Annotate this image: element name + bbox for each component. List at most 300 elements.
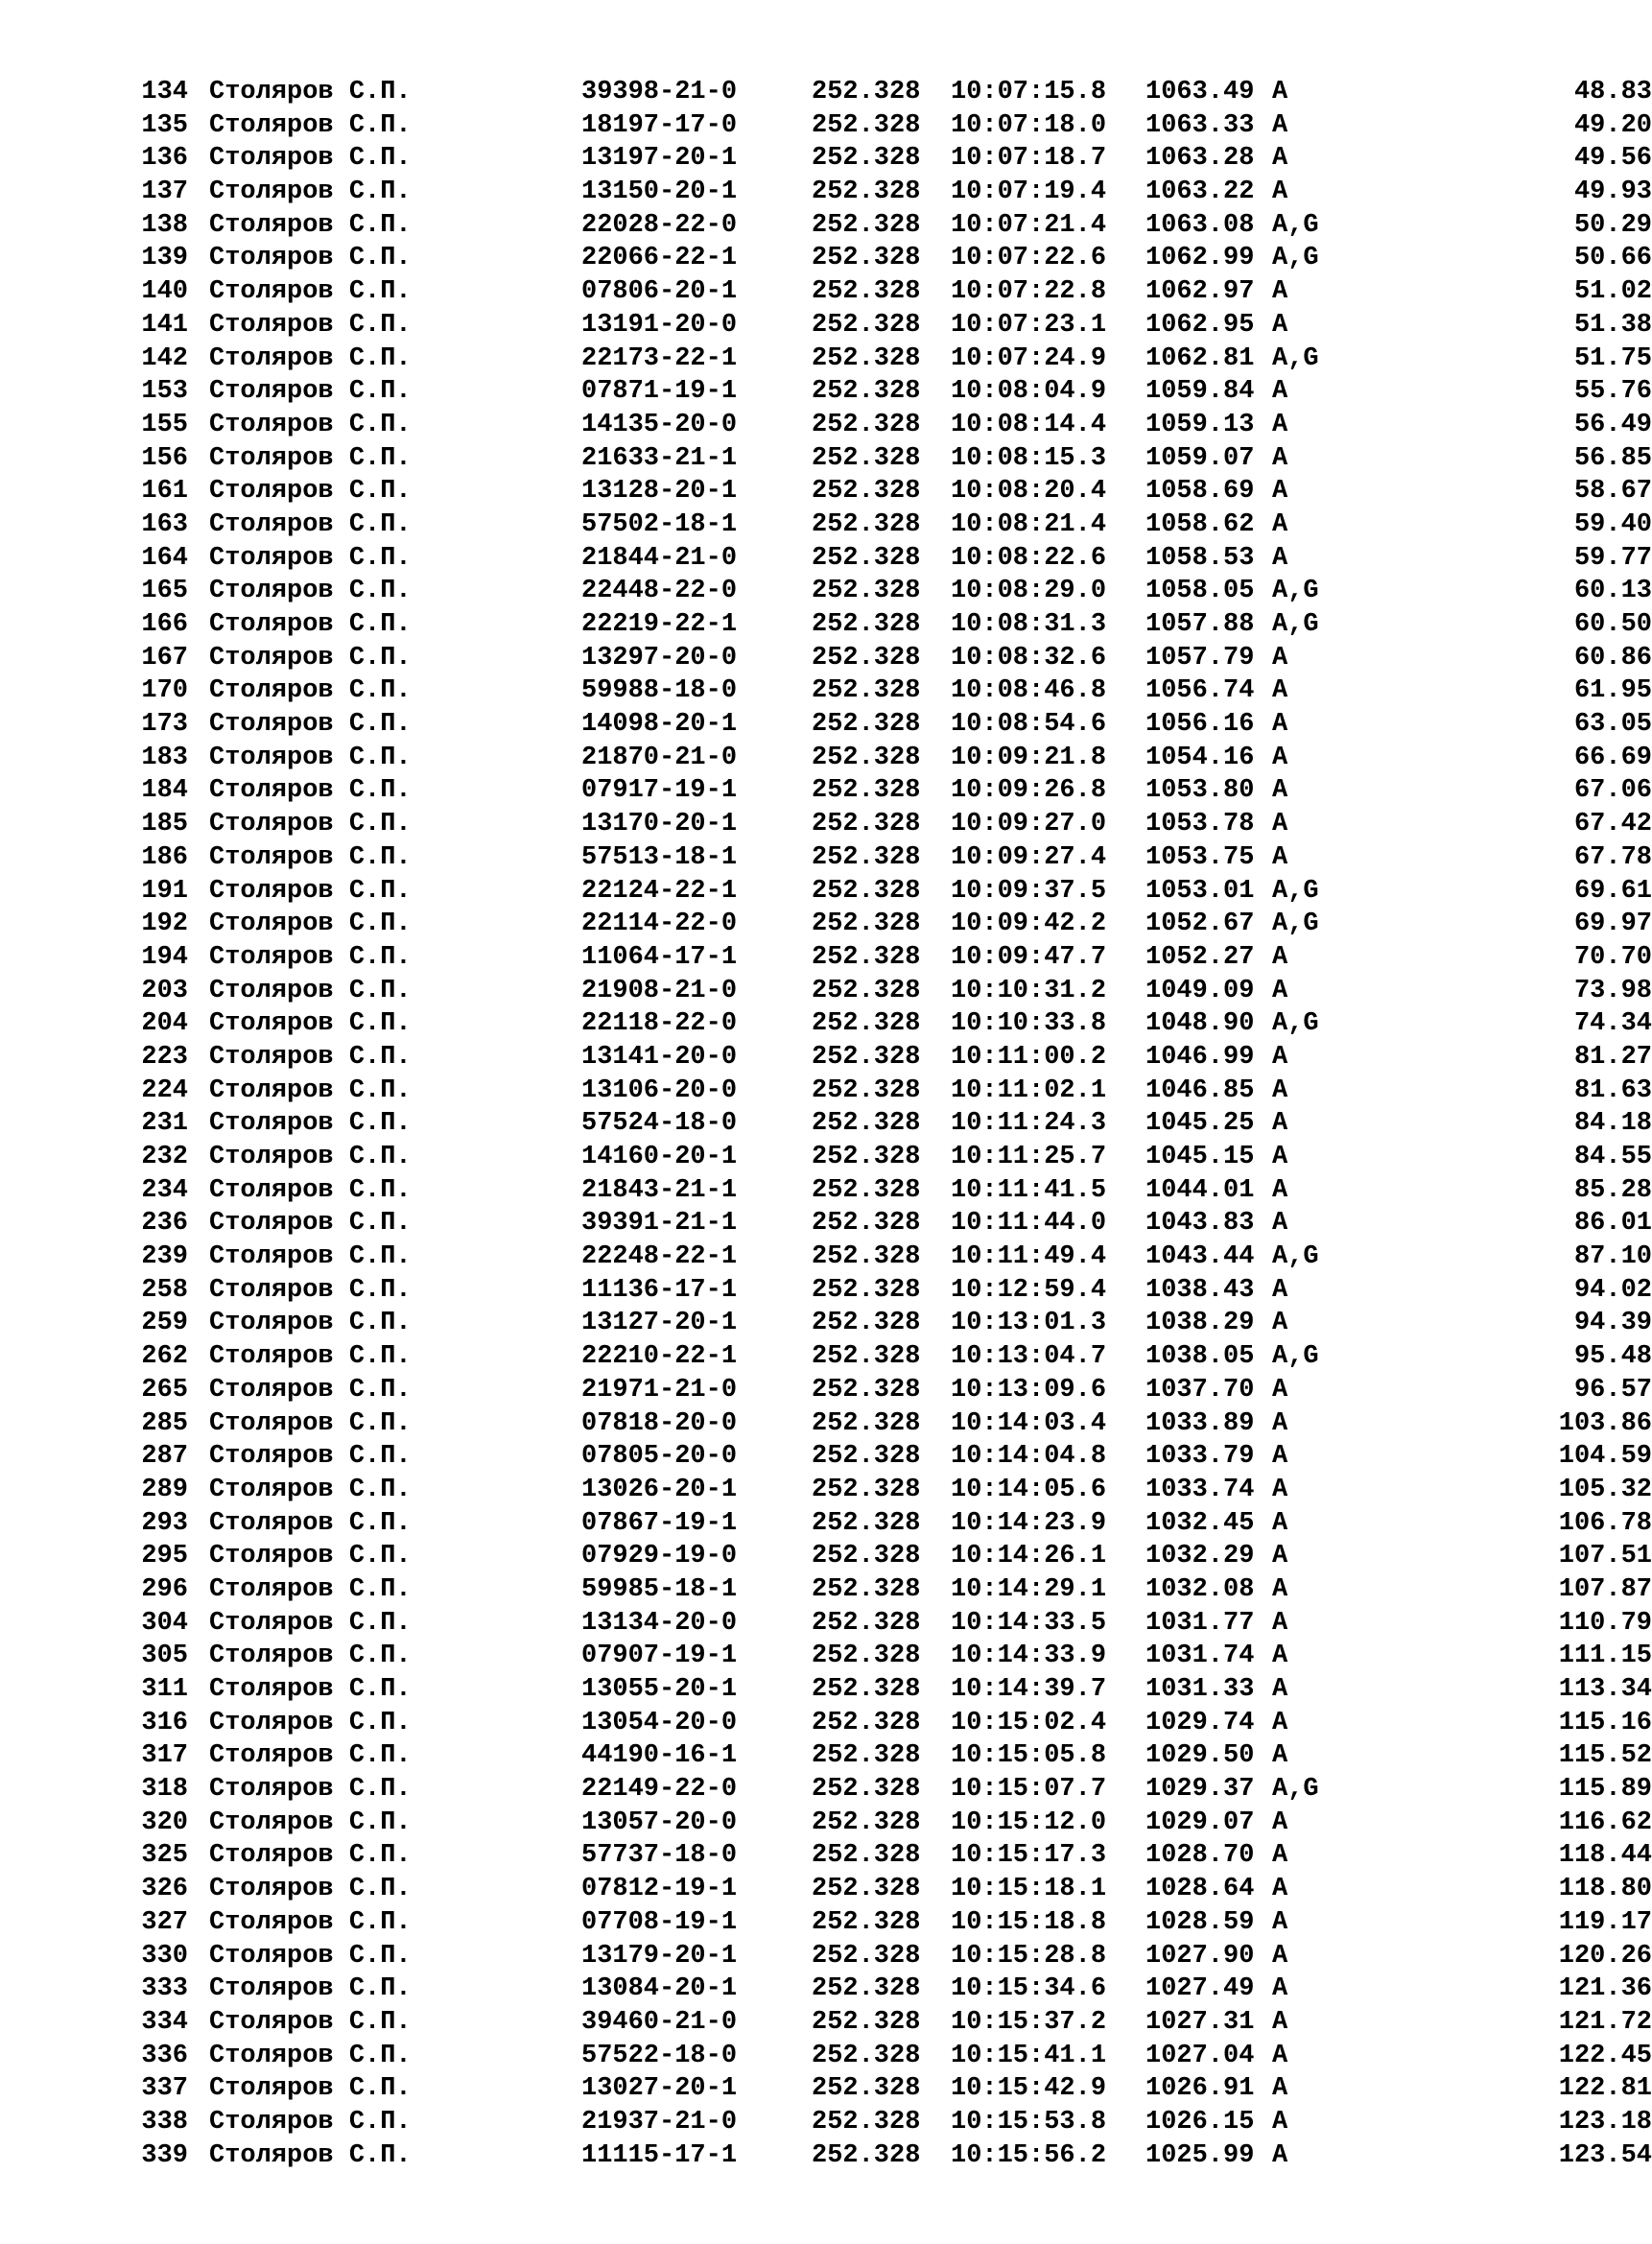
flag-code: A — [1272, 776, 1288, 806]
observer-name: Столяров С.П. — [209, 2074, 412, 2104]
observer-name: Столяров С.П. — [209, 244, 412, 273]
flag-code: A — [1272, 1442, 1288, 1472]
flag-code: A — [1272, 177, 1288, 207]
day-value: 252.328 — [812, 1974, 921, 2004]
object-id: 13197-20-1 — [581, 144, 738, 174]
day-value: 252.328 — [812, 610, 921, 639]
day-value: 252.328 — [812, 1275, 921, 1305]
day-value: 252.328 — [812, 1708, 921, 1737]
flag-code: A — [1272, 1408, 1288, 1438]
time-value: 10:14:29.1 — [951, 1574, 1107, 1604]
day-value: 252.328 — [812, 577, 921, 606]
object-id: 07805-20-0 — [581, 1442, 738, 1472]
time-value: 10:07:24.9 — [951, 343, 1107, 373]
time-value: 10:15:18.8 — [951, 1907, 1107, 1937]
flag-code: A,G — [1272, 876, 1319, 906]
day-value: 252.328 — [812, 2041, 921, 2070]
measurement-value: 1046.85 — [1145, 1075, 1255, 1105]
day-value: 252.328 — [812, 343, 921, 373]
measurement-value: 1032.29 — [1145, 1542, 1255, 1571]
row-number: 224 — [141, 1075, 188, 1105]
measurement-value: 1029.37 — [1145, 1775, 1255, 1805]
time-value: 10:09:42.2 — [951, 909, 1107, 939]
flag-code: A — [1272, 1708, 1288, 1737]
last-value: 86.01 — [1573, 1209, 1652, 1239]
time-value: 10:08:21.4 — [951, 509, 1107, 539]
object-id: 57502-18-1 — [581, 509, 738, 539]
last-value: 84.18 — [1573, 1109, 1652, 1139]
object-id: 22149-22-0 — [581, 1775, 738, 1805]
row-number: 231 — [141, 1109, 188, 1139]
object-id: 39398-21-0 — [581, 78, 738, 106]
last-value: 81.63 — [1573, 1075, 1652, 1105]
row-number: 236 — [141, 1209, 188, 1239]
observer-name: Столяров С.П. — [209, 1841, 412, 1871]
object-id: 14098-20-1 — [581, 710, 738, 740]
row-number: 141 — [141, 310, 188, 340]
day-value: 252.328 — [812, 643, 921, 673]
observer-name: Столяров С.П. — [209, 1242, 412, 1272]
day-value: 252.328 — [812, 1542, 921, 1571]
object-id: 13150-20-1 — [581, 177, 738, 207]
time-value: 10:08:46.8 — [951, 676, 1107, 706]
row-number: 183 — [141, 743, 188, 772]
last-value: 107.51 — [1558, 1542, 1652, 1571]
last-value: 59.77 — [1573, 543, 1652, 573]
day-value: 252.328 — [812, 1574, 921, 1604]
object-id: 07867-19-1 — [581, 1508, 738, 1538]
measurement-value: 1037.70 — [1145, 1375, 1255, 1405]
observer-name: Столяров С.П. — [209, 610, 412, 639]
observer-name: Столяров С.П. — [209, 1508, 412, 1538]
flag-code: A,G — [1272, 577, 1319, 606]
time-value: 10:09:27.4 — [951, 842, 1107, 872]
flag-code: A — [1272, 1642, 1288, 1671]
row-number: 339 — [141, 2140, 188, 2170]
last-value: 95.48 — [1573, 1342, 1652, 1372]
measurement-value: 1029.74 — [1145, 1708, 1255, 1737]
day-value: 252.328 — [812, 1042, 921, 1072]
row-number: 334 — [141, 2007, 188, 2037]
observer-name: Столяров С.П. — [209, 1009, 412, 1039]
row-number: 326 — [141, 1875, 188, 1904]
measurement-value: 1043.44 — [1145, 1242, 1255, 1272]
observer-name: Столяров С.П. — [209, 110, 412, 140]
time-value: 10:14:26.1 — [951, 1542, 1107, 1571]
row-number: 161 — [141, 477, 188, 507]
observer-name: Столяров С.П. — [209, 377, 412, 407]
last-value: 105.32 — [1558, 1475, 1652, 1504]
row-number: 142 — [141, 343, 188, 373]
measurement-value: 1056.16 — [1145, 710, 1255, 740]
last-value: 61.95 — [1573, 676, 1652, 706]
last-value: 50.29 — [1573, 210, 1652, 240]
day-value: 252.328 — [812, 1408, 921, 1438]
row-number: 305 — [141, 1642, 188, 1671]
measurement-value: 1052.67 — [1145, 909, 1255, 939]
time-value: 10:07:15.8 — [951, 78, 1107, 106]
time-value: 10:07:21.4 — [951, 210, 1107, 240]
time-value: 10:11:25.7 — [951, 1143, 1107, 1171]
last-value: 119.17 — [1558, 1907, 1652, 1937]
time-value: 10:08:22.6 — [951, 543, 1107, 573]
observer-name: Столяров С.П. — [209, 976, 412, 1005]
measurement-value: 1053.01 — [1145, 876, 1255, 906]
object-id: 21843-21-1 — [581, 1175, 738, 1205]
last-value: 94.39 — [1573, 1309, 1652, 1338]
object-id: 14135-20-0 — [581, 410, 738, 439]
day-value: 252.328 — [812, 377, 921, 407]
object-id: 57524-18-0 — [581, 1109, 738, 1139]
last-value: 51.75 — [1573, 343, 1652, 373]
object-id: 11136-17-1 — [581, 1275, 738, 1305]
row-number: 285 — [141, 1408, 188, 1438]
time-value: 10:08:15.3 — [951, 443, 1107, 473]
row-number: 293 — [141, 1508, 188, 1538]
measurement-value: 1062.97 — [1145, 277, 1255, 307]
last-value: 120.26 — [1558, 1941, 1652, 1971]
object-id: 07818-20-0 — [581, 1408, 738, 1438]
day-value: 252.328 — [812, 1442, 921, 1472]
flag-code: A — [1272, 743, 1288, 772]
last-value: 56.49 — [1573, 410, 1652, 439]
object-id: 57522-18-0 — [581, 2041, 738, 2070]
measurement-value: 1026.91 — [1145, 2074, 1255, 2104]
last-value: 55.76 — [1573, 377, 1652, 407]
day-value: 252.328 — [812, 177, 921, 207]
object-id: 13027-20-1 — [581, 2074, 738, 2104]
measurement-value: 1062.99 — [1145, 244, 1255, 273]
observer-name: Столяров С.П. — [209, 509, 412, 539]
row-number: 191 — [141, 876, 188, 906]
flag-code: A,G — [1272, 909, 1319, 939]
object-id: 07871-19-1 — [581, 377, 738, 407]
last-value: 122.45 — [1558, 2041, 1652, 2070]
row-number: 304 — [141, 1608, 188, 1638]
day-value: 252.328 — [812, 810, 921, 839]
object-id: 13179-20-1 — [581, 1941, 738, 1971]
measurement-value: 1057.79 — [1145, 643, 1255, 673]
row-number: 258 — [141, 1275, 188, 1305]
flag-code: A — [1272, 1209, 1288, 1239]
measurement-value: 1038.43 — [1145, 1275, 1255, 1305]
row-number: 327 — [141, 1907, 188, 1937]
measurement-value: 1031.77 — [1145, 1608, 1255, 1638]
flag-code: A — [1272, 1143, 1288, 1171]
row-number: 318 — [141, 1775, 188, 1805]
row-number: 316 — [141, 1708, 188, 1737]
day-value: 252.328 — [812, 244, 921, 273]
last-value: 56.85 — [1573, 443, 1652, 473]
day-value: 252.328 — [812, 78, 921, 106]
day-value: 252.328 — [812, 976, 921, 1005]
day-value: 252.328 — [812, 1807, 921, 1837]
measurement-value: 1045.25 — [1145, 1109, 1255, 1139]
measurement-value: 1028.59 — [1145, 1907, 1255, 1937]
object-id: 13297-20-0 — [581, 643, 738, 673]
row-number: 259 — [141, 1309, 188, 1338]
day-value: 252.328 — [812, 710, 921, 740]
time-value: 10:13:09.6 — [951, 1375, 1107, 1405]
measurement-value: 1053.80 — [1145, 776, 1255, 806]
flag-code: A — [1272, 1309, 1288, 1338]
last-value: 121.36 — [1558, 1974, 1652, 2004]
time-value: 10:09:21.8 — [951, 743, 1107, 772]
measurement-value: 1059.07 — [1145, 443, 1255, 473]
row-number: 330 — [141, 1941, 188, 1971]
row-number: 320 — [141, 1807, 188, 1837]
flag-code: A — [1272, 2107, 1288, 2137]
day-value: 252.328 — [812, 277, 921, 307]
time-value: 10:15:05.8 — [951, 1741, 1107, 1771]
time-value: 10:08:29.0 — [951, 577, 1107, 606]
day-value: 252.328 — [812, 776, 921, 806]
time-value: 10:08:31.3 — [951, 610, 1107, 639]
measurement-value: 1046.99 — [1145, 1042, 1255, 1072]
observer-name: Столяров С.П. — [209, 1143, 412, 1171]
observer-name: Столяров С.П. — [209, 909, 412, 939]
flag-code: A — [1272, 1675, 1288, 1704]
row-number: 287 — [141, 1442, 188, 1472]
measurement-value: 1038.05 — [1145, 1342, 1255, 1372]
observer-name: Столяров С.П. — [209, 144, 412, 174]
measurement-value: 1027.31 — [1145, 2007, 1255, 2037]
flag-code: A — [1272, 1608, 1288, 1638]
observer-name: Столяров С.П. — [209, 643, 412, 673]
row-number: 186 — [141, 842, 188, 872]
flag-code: A — [1272, 1941, 1288, 1971]
object-id: 22173-22-1 — [581, 343, 738, 373]
flag-code: A — [1272, 1875, 1288, 1904]
measurement-value: 1029.07 — [1145, 1807, 1255, 1837]
last-value: 107.87 — [1558, 1574, 1652, 1604]
time-value: 10:07:18.7 — [951, 144, 1107, 174]
day-value: 252.328 — [812, 2007, 921, 2037]
object-id: 07907-19-1 — [581, 1642, 738, 1671]
row-number: 140 — [141, 277, 188, 307]
last-value: 96.57 — [1573, 1375, 1652, 1405]
row-number: 134 — [141, 78, 188, 106]
last-value: 87.10 — [1573, 1242, 1652, 1272]
row-number: 223 — [141, 1042, 188, 1072]
day-value: 252.328 — [812, 543, 921, 573]
time-value: 10:14:04.8 — [951, 1442, 1107, 1472]
measurement-value: 1033.74 — [1145, 1475, 1255, 1504]
row-number: 203 — [141, 976, 188, 1005]
row-number: 336 — [141, 2041, 188, 2070]
last-value: 69.61 — [1573, 876, 1652, 906]
flag-code: A — [1272, 443, 1288, 473]
day-value: 252.328 — [812, 1175, 921, 1205]
time-value: 10:14:05.6 — [951, 1475, 1107, 1504]
flag-code: A — [1272, 2074, 1288, 2104]
time-value: 10:15:28.8 — [951, 1941, 1107, 1971]
observer-name: Столяров С.П. — [209, 1608, 412, 1638]
row-number: 194 — [141, 942, 188, 972]
observer-name: Столяров С.П. — [209, 1042, 412, 1072]
object-id: 22114-22-0 — [581, 909, 738, 939]
measurement-value: 1052.27 — [1145, 942, 1255, 972]
day-value: 252.328 — [812, 1775, 921, 1805]
last-value: 84.55 — [1573, 1143, 1652, 1171]
last-value: 106.78 — [1558, 1508, 1652, 1538]
row-number: 166 — [141, 610, 188, 639]
last-value: 70.70 — [1573, 942, 1652, 972]
last-value: 85.28 — [1573, 1175, 1652, 1205]
flag-code: A — [1272, 1841, 1288, 1871]
flag-code: A — [1272, 842, 1288, 872]
flag-code: A — [1272, 1042, 1288, 1072]
observer-name: Столяров С.П. — [209, 1075, 412, 1105]
day-value: 252.328 — [812, 1143, 921, 1171]
flag-code: A — [1272, 1807, 1288, 1837]
measurement-value: 1063.33 — [1145, 110, 1255, 140]
last-value: 67.06 — [1573, 776, 1652, 806]
last-value: 104.59 — [1558, 1442, 1652, 1472]
time-value: 10:11:00.2 — [951, 1042, 1107, 1072]
observer-name: Столяров С.П. — [209, 1974, 412, 2004]
flag-code: A — [1272, 1974, 1288, 2004]
measurement-value: 1048.90 — [1145, 1009, 1255, 1039]
flag-code: A — [1272, 1907, 1288, 1937]
observer-name: Столяров С.П. — [209, 876, 412, 906]
measurement-value: 1062.81 — [1145, 343, 1255, 373]
day-value: 252.328 — [812, 410, 921, 439]
row-number: 135 — [141, 110, 188, 140]
observer-name: Столяров С.П. — [209, 210, 412, 240]
object-id: 22248-22-1 — [581, 1242, 738, 1272]
time-value: 10:15:07.7 — [951, 1775, 1107, 1805]
measurement-value: 1059.84 — [1145, 377, 1255, 407]
observer-name: Столяров С.П. — [209, 2107, 412, 2137]
observer-name: Столяров С.П. — [209, 1209, 412, 1239]
observer-name: Столяров С.П. — [209, 776, 412, 806]
time-value: 10:14:23.9 — [951, 1508, 1107, 1538]
time-value: 10:07:22.6 — [951, 244, 1107, 273]
flag-code: A,G — [1272, 244, 1319, 273]
observer-name: Столяров С.П. — [209, 543, 412, 573]
day-value: 252.328 — [812, 842, 921, 872]
row-number: 232 — [141, 1143, 188, 1171]
object-id: 11064-17-1 — [581, 942, 738, 972]
row-number: 137 — [141, 177, 188, 207]
object-id: 07812-19-1 — [581, 1875, 738, 1904]
object-id: 07917-19-1 — [581, 776, 738, 806]
flag-code: A — [1272, 1109, 1288, 1139]
time-value: 10:09:47.7 — [951, 942, 1107, 972]
observer-name: Столяров С.П. — [209, 1109, 412, 1139]
measurement-value: 1059.13 — [1145, 410, 1255, 439]
observer-name: Столяров С.П. — [209, 1342, 412, 1372]
measurement-value: 1058.05 — [1145, 577, 1255, 606]
day-value: 252.328 — [812, 743, 921, 772]
flag-code: A — [1272, 2140, 1288, 2170]
time-value: 10:11:49.4 — [951, 1242, 1107, 1272]
row-number: 167 — [141, 643, 188, 673]
row-number: 184 — [141, 776, 188, 806]
row-number: 338 — [141, 2107, 188, 2137]
object-id: 22219-22-1 — [581, 610, 738, 639]
flag-code: A — [1272, 1508, 1288, 1538]
observer-name: Столяров С.П. — [209, 1675, 412, 1704]
time-value: 10:15:02.4 — [951, 1708, 1107, 1737]
day-value: 252.328 — [812, 1741, 921, 1771]
row-number: 185 — [141, 810, 188, 839]
measurement-value: 1062.95 — [1145, 310, 1255, 340]
time-value: 10:11:02.1 — [951, 1075, 1107, 1105]
row-number: 153 — [141, 377, 188, 407]
observer-name: Столяров С.П. — [209, 743, 412, 772]
last-value: 69.97 — [1573, 909, 1652, 939]
time-value: 10:08:20.4 — [951, 477, 1107, 507]
object-id: 22124-22-1 — [581, 876, 738, 906]
day-value: 252.328 — [812, 676, 921, 706]
flag-code: A — [1272, 543, 1288, 573]
observer-name: Столяров С.П. — [209, 1741, 412, 1771]
measurement-value: 1063.49 — [1145, 78, 1255, 106]
flag-code: A — [1272, 942, 1288, 972]
flag-code: A — [1272, 2041, 1288, 2070]
object-id: 22210-22-1 — [581, 1342, 738, 1372]
time-value: 10:15:12.0 — [951, 1807, 1107, 1837]
observer-name: Столяров С.П. — [209, 942, 412, 972]
day-value: 252.328 — [812, 909, 921, 939]
flag-code: A — [1272, 110, 1288, 140]
flag-code: A — [1272, 1475, 1288, 1504]
observer-name: Столяров С.П. — [209, 310, 412, 340]
row-number: 262 — [141, 1342, 188, 1372]
day-value: 252.328 — [812, 310, 921, 340]
measurement-value: 1043.83 — [1145, 1209, 1255, 1239]
day-value: 252.328 — [812, 1642, 921, 1671]
object-id: 22066-22-1 — [581, 244, 738, 273]
last-value: 67.42 — [1573, 810, 1652, 839]
measurement-value: 1053.75 — [1145, 842, 1255, 872]
observer-name: Столяров С.П. — [209, 810, 412, 839]
row-number: 139 — [141, 244, 188, 273]
time-value: 10:14:03.4 — [951, 1408, 1107, 1438]
observer-name: Столяров С.П. — [209, 443, 412, 473]
observer-name: Столяров С.П. — [209, 1175, 412, 1205]
day-value: 252.328 — [812, 2074, 921, 2104]
day-value: 252.328 — [812, 477, 921, 507]
measurement-value: 1031.74 — [1145, 1642, 1255, 1671]
day-value: 252.328 — [812, 1109, 921, 1139]
last-value: 49.56 — [1573, 144, 1652, 174]
observer-name: Столяров С.П. — [209, 277, 412, 307]
measurement-value: 1038.29 — [1145, 1309, 1255, 1338]
time-value: 10:07:18.0 — [951, 110, 1107, 140]
object-id: 11115-17-1 — [581, 2140, 738, 2170]
row-number: 170 — [141, 676, 188, 706]
row-number: 311 — [141, 1675, 188, 1704]
object-id: 13127-20-1 — [581, 1309, 738, 1338]
day-value: 252.328 — [812, 1075, 921, 1105]
time-value: 10:11:44.0 — [951, 1209, 1107, 1239]
time-value: 10:09:27.0 — [951, 810, 1107, 839]
flag-code: A — [1272, 1375, 1288, 1405]
last-value: 118.80 — [1558, 1875, 1652, 1904]
observer-name: Столяров С.П. — [209, 2140, 412, 2170]
flag-code: A — [1272, 377, 1288, 407]
row-number: 325 — [141, 1841, 188, 1871]
day-value: 252.328 — [812, 1375, 921, 1405]
last-value: 60.50 — [1573, 610, 1652, 639]
flag-code: A — [1272, 710, 1288, 740]
last-value: 115.52 — [1558, 1741, 1652, 1771]
measurement-value: 1058.53 — [1145, 543, 1255, 573]
object-id: 13026-20-1 — [581, 1475, 738, 1504]
